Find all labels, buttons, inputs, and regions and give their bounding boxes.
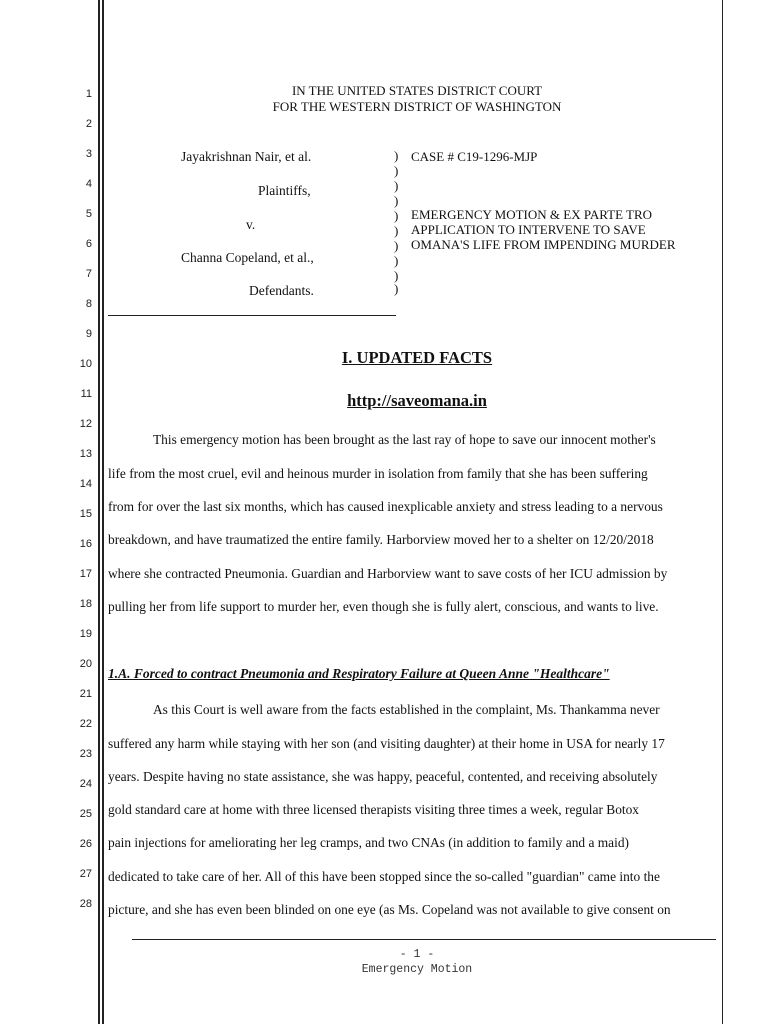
paragraph-2-line: dedicated to take care of her. All of this have been stopped since the so-called "guardian" came into the bbox=[108, 869, 660, 884]
line-number: 23 bbox=[79, 748, 92, 760]
line-number: 20 bbox=[79, 658, 92, 670]
case-number: CASE # C19-1296-MJP bbox=[411, 149, 538, 164]
website-link[interactable]: http://saveomana.in bbox=[347, 391, 487, 410]
line-number: 19 bbox=[79, 628, 92, 640]
footer-label: Emergency Motion bbox=[361, 963, 473, 976]
caption-paren: ) bbox=[394, 268, 399, 283]
line-number: 16 bbox=[79, 538, 92, 550]
line-number: 5 bbox=[85, 208, 92, 220]
caption-paren: ) bbox=[394, 193, 399, 208]
line-number: 24 bbox=[79, 778, 92, 790]
paragraph-1-line: from for over the last six months, which has caused inexplicable anxiety and stress leading to a nervous bbox=[108, 499, 663, 514]
plaintiff-name: Jayakrishnan Nair, et al. bbox=[181, 149, 312, 164]
paragraph-1-line: pulling her from life support to murder her, even though she is fully alert, conscious, and wants to live. bbox=[108, 599, 659, 614]
line-number: 25 bbox=[79, 808, 92, 820]
caption-paren: ) bbox=[394, 148, 399, 163]
line-number: 27 bbox=[79, 868, 92, 880]
motion-title-line-3: OMANA'S LIFE FROM IMPENDING MURDER bbox=[411, 237, 676, 252]
right-margin-rule bbox=[722, 0, 723, 1024]
caption-paren: ) bbox=[394, 178, 399, 193]
line-number: 2 bbox=[85, 118, 92, 130]
plaintiff-role: Plaintiffs, bbox=[258, 183, 311, 198]
caption-underline bbox=[108, 315, 396, 316]
paragraph-2-line: As this Court is well aware from the facts established in the complaint, Ms. Thankamma never bbox=[153, 702, 660, 717]
paragraph-1-line: This emergency motion has been brought as the last ray of hope to save our innocent mother's bbox=[153, 432, 656, 447]
section-heading: I. UPDATED FACTS bbox=[341, 348, 493, 367]
defendant-name: Channa Copeland, et al., bbox=[181, 250, 314, 265]
subsection-heading: 1.A. Forced to contract Pneumonia and Respiratory Failure at Queen Anne "Healthcare" bbox=[108, 666, 610, 681]
caption-paren: ) bbox=[394, 163, 399, 178]
line-number: 18 bbox=[79, 598, 92, 610]
motion-title-line-2: APPLICATION TO INTERVENE TO SAVE bbox=[411, 222, 646, 237]
paragraph-2-line: gold standard care at home with three licensed therapists visiting three times a week, regular Botox bbox=[108, 802, 639, 817]
caption-paren: ) bbox=[394, 223, 399, 238]
paragraph-1-line: where she contracted Pneumonia. Guardian and Harborview want to save costs of her ICU admission by bbox=[108, 566, 668, 581]
paragraph-2-line: pain injections for ameliorating her leg cramps, and two CNAs (in addition to family and a maid) bbox=[108, 835, 629, 850]
line-number: 28 bbox=[79, 898, 92, 910]
line-number: 12 bbox=[79, 418, 92, 430]
caption-paren: ) bbox=[394, 281, 399, 296]
line-number: 3 bbox=[85, 148, 92, 160]
line-number: 4 bbox=[85, 178, 92, 190]
caption-paren: ) bbox=[394, 253, 399, 268]
left-margin-rule-outer bbox=[98, 0, 100, 1024]
line-number: 22 bbox=[79, 718, 92, 730]
paragraph-2-line: suffered any harm while staying with her son (and visiting daughter) at their home in USA for nearly 17 bbox=[108, 736, 665, 751]
line-number: 9 bbox=[85, 328, 92, 340]
line-number: 10 bbox=[79, 358, 92, 370]
court-name: IN THE UNITED STATES DISTRICT COURT bbox=[291, 83, 543, 98]
caption-paren: ) bbox=[394, 238, 399, 253]
motion-title-line-1: EMERGENCY MOTION & EX PARTE TRO bbox=[411, 207, 653, 222]
court-district: FOR THE WESTERN DISTRICT OF WASHINGTON bbox=[272, 99, 562, 114]
line-number: 7 bbox=[85, 268, 92, 280]
line-number: 14 bbox=[79, 478, 92, 490]
paragraph-1-line: life from the most cruel, evil and heinous murder in isolation from family that she has been suffering bbox=[108, 466, 648, 481]
line-number: 26 bbox=[79, 838, 92, 850]
line-number: 21 bbox=[79, 688, 92, 700]
paragraph-2-line: years. Despite having no state assistance, she was happy, peaceful, contented, and receiving absolutely bbox=[108, 769, 658, 784]
line-number: 13 bbox=[79, 448, 92, 460]
paragraph-1-line: breakdown, and have traumatized the entire family. Harborview moved her to a shelter on 12/20/2018 bbox=[108, 532, 654, 547]
line-number: 1 bbox=[85, 88, 92, 100]
line-number: 11 bbox=[80, 388, 92, 400]
paragraph-2-line: picture, and she has even been blinded on one eye (as Ms. Copeland was not available to give consent on bbox=[108, 902, 671, 917]
page-number: - 1 - bbox=[399, 948, 435, 961]
left-margin-rule-inner bbox=[102, 0, 104, 1024]
line-number: 8 bbox=[85, 298, 92, 310]
line-number: 15 bbox=[79, 508, 92, 520]
caption-paren: ) bbox=[394, 208, 399, 223]
line-number: 6 bbox=[85, 238, 92, 250]
line-number: 17 bbox=[79, 568, 92, 580]
versus: v. bbox=[246, 217, 256, 232]
footer-rule bbox=[132, 939, 716, 940]
defendant-role: Defendants. bbox=[249, 283, 314, 298]
